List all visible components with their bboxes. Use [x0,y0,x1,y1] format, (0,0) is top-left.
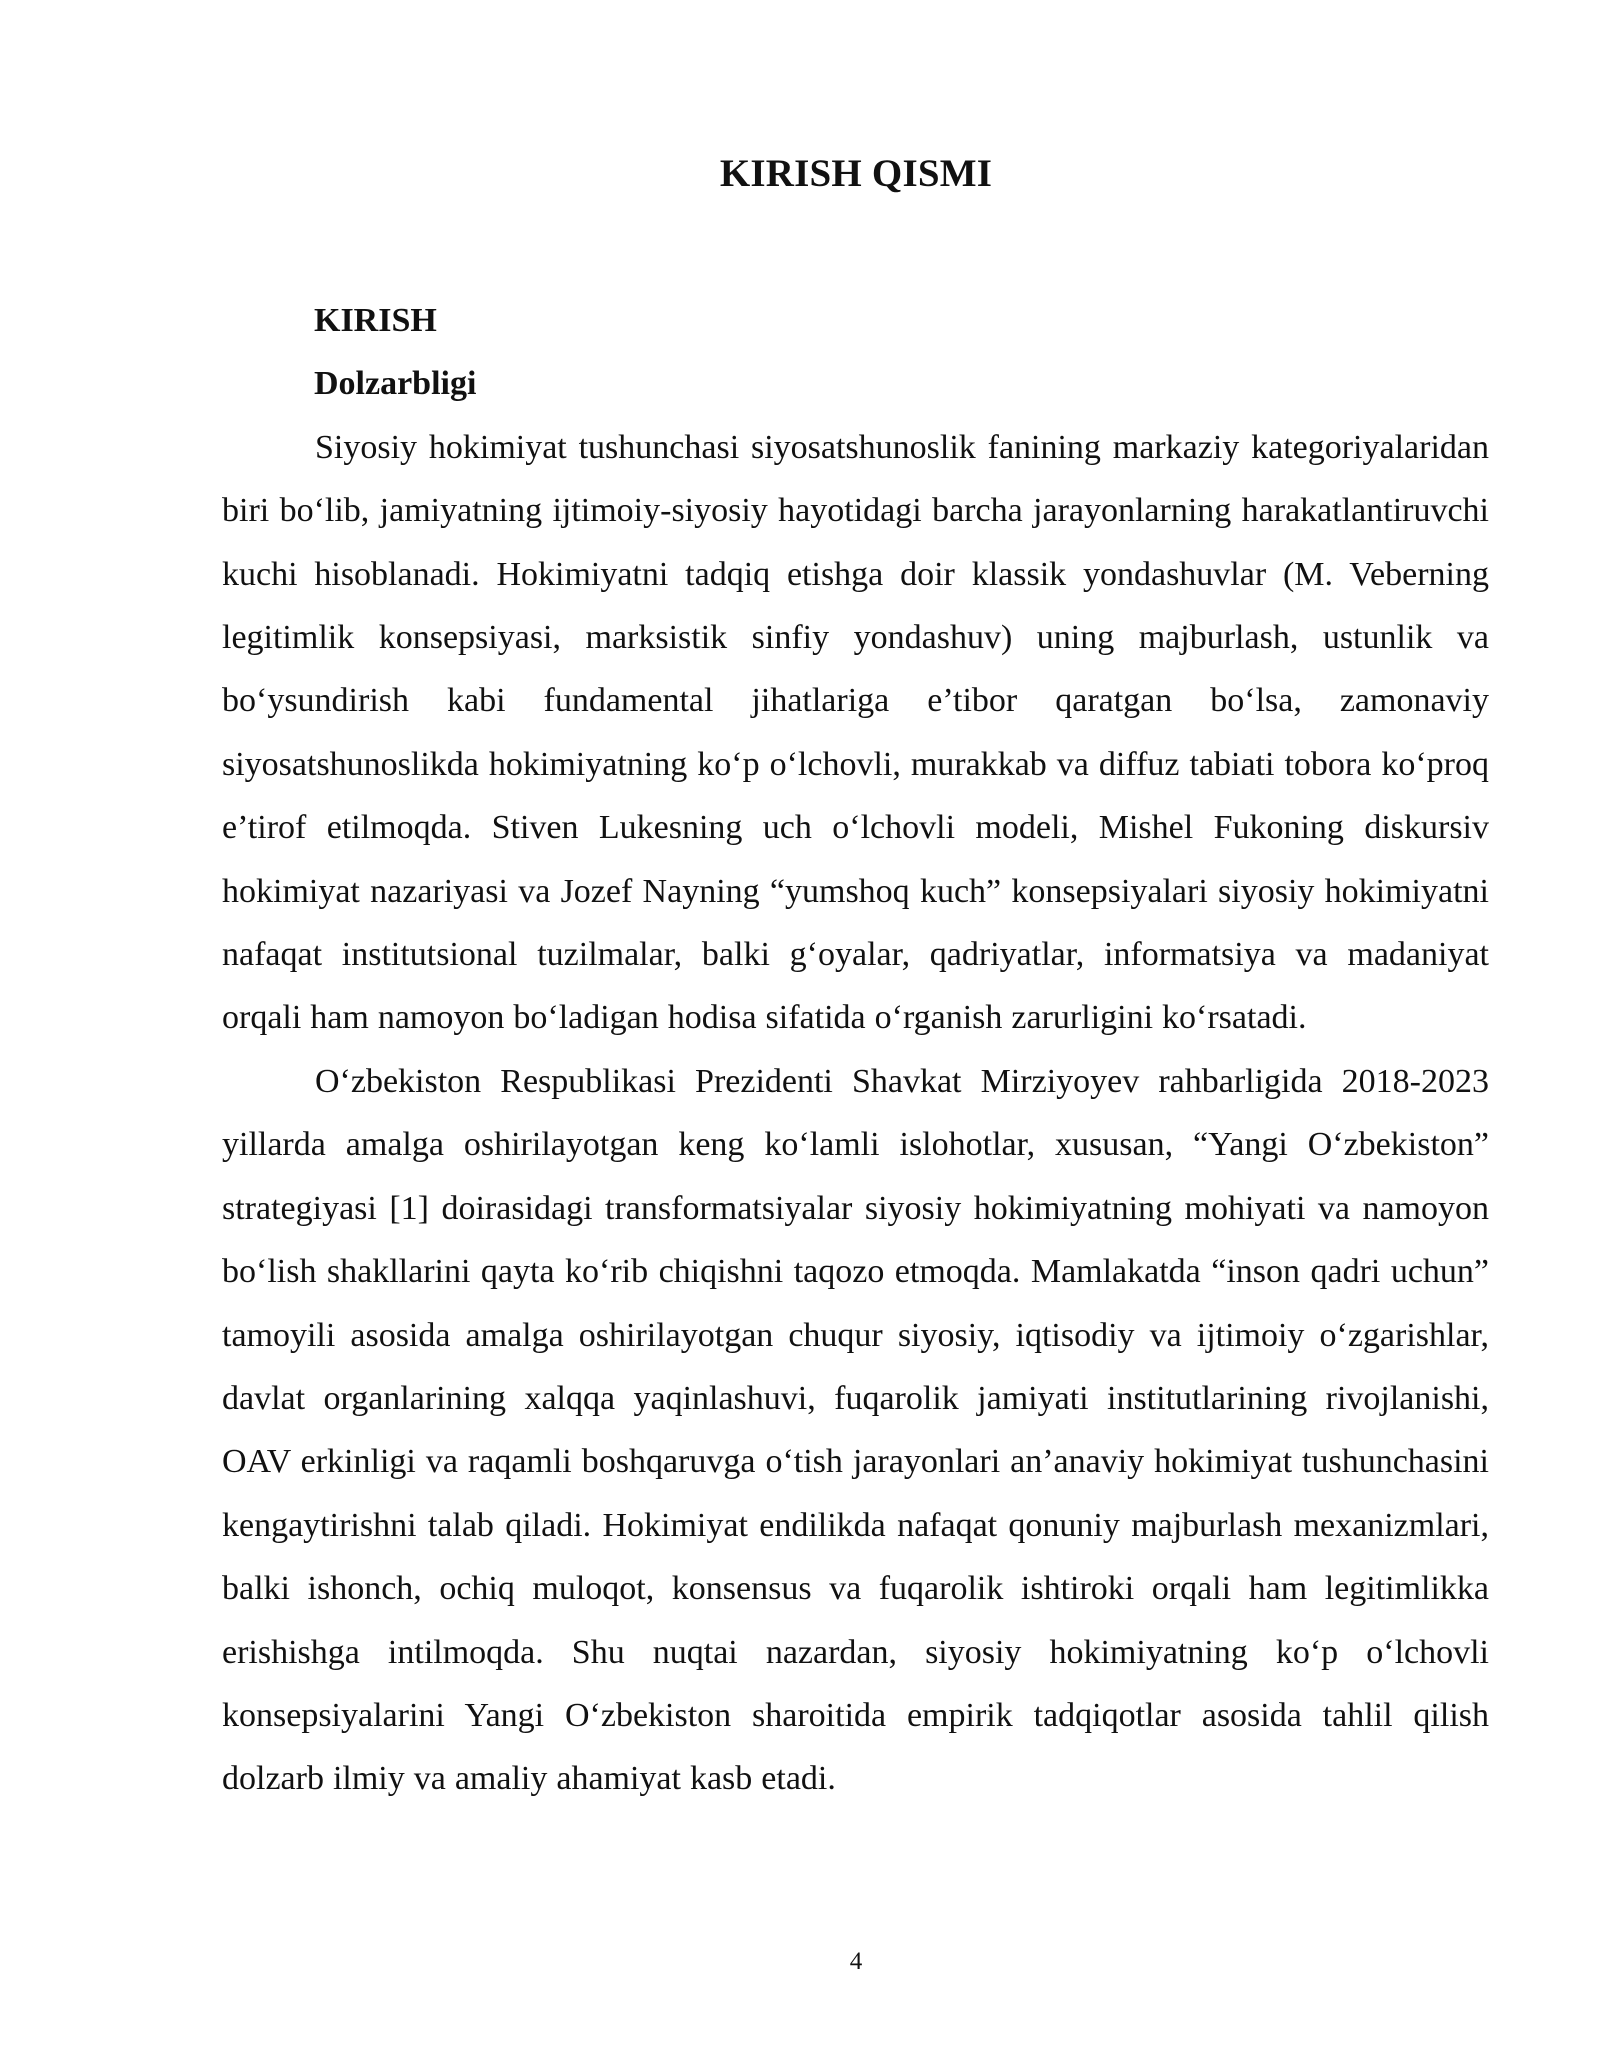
subsection-heading: Dolzarbligi [314,365,477,403]
body-paragraph: Siyosiy hokimiyat tushunchasi siyosatshunoslik fanining markaziy kategoriyalaridan biri bo‘lib, jamiyatning ijtimoiy-siyosiy hayotidagi barcha jarayonlarning harakatlantiruvchi kuchi hisoblanadi. Hokimiyatni tadqiq etishga doir klassik yondashuvlar (M. Veberning legitimlik konsepsiyasi, marksistik sinfiy yondashuv) uning majburlash, ustunlik va bo‘ysundirish kabi fundamental jihatlariga e’tibor qaratgan bo‘lsa, zamonaviy siyosatshunoslikda hokimiyatning ko‘p o‘lchovli, murakkab va diffuz tabiati tobora ko‘proq e’tirof etilmoqda. Stiven Lukesning uch o‘lchovli modeli, Mishel Fukoning diskursiv hokimiyat nazariyasi va Jozef Nayning “yumshoq kuch” konsepsiyalari siyosiy hokimiyatni nafaqat institutsional tuzilmalar, balki g‘oyalar, qadriyatlar, informatsiya va madaniyat orqali ham namoyon bo‘ladigan hodisa sifatida o‘rganish zarurligini ko‘rsatadi. [222,428,1489,1037]
page-title: KIRISH QISMI [719,152,993,195]
document-body [222,289,1489,1811]
body-paragraph: O‘zbekiston Respublikasi Prezidenti Shavkat Mirziyoyev rahbarligida 2018-2023 yillarda amalga oshirilayotgan keng ko‘lamli islohotlar, xususan, “Yangi O‘zbekiston” strategiyasi [1] doirasidagi transformatsiyalar siyosiy hokimiyatning mohiyati va namoyon bo‘lish shakllarini qayta ko‘rib chiqishni taqozo etmoqda. Mamlakatda “inson qadri uchun” tamoyili asosida amalga oshirilayotgan chuqur siyosiy, iqtisodiy va ijtimoiy o‘zgarishlar, davlat organlarining xalqqa yaqinlashuvi, fuqarolik jamiyati institutlarining rivojlanishi, OAV erkinligi va raqamli boshqaruvga o‘tish jarayonlari an’anaviy hokimiyat tushunchasini kengaytirishni talab qiladi. Hokimiyat endilikda nafaqat qonuniy majburlash mexanizmlari, balki ishonch, ochiq muloqot, konsensus va fuqarolik ishtiroki orqali ham legitimlikka erishishga intilmoqda. Shu nuqtai nazardan, siyosiy hokimiyatning ko‘p o‘lchovli konsepsiyalarini Yangi O‘zbekiston sharoitida empirik tadqiqotlar asosida tahlil qilish dolzarb ilmiy va amaliy ahamiyat kasb etadi. [222,1062,1489,1798]
section-heading: KIRISH [314,302,437,339]
page-number: 4 [849,1948,863,1975]
